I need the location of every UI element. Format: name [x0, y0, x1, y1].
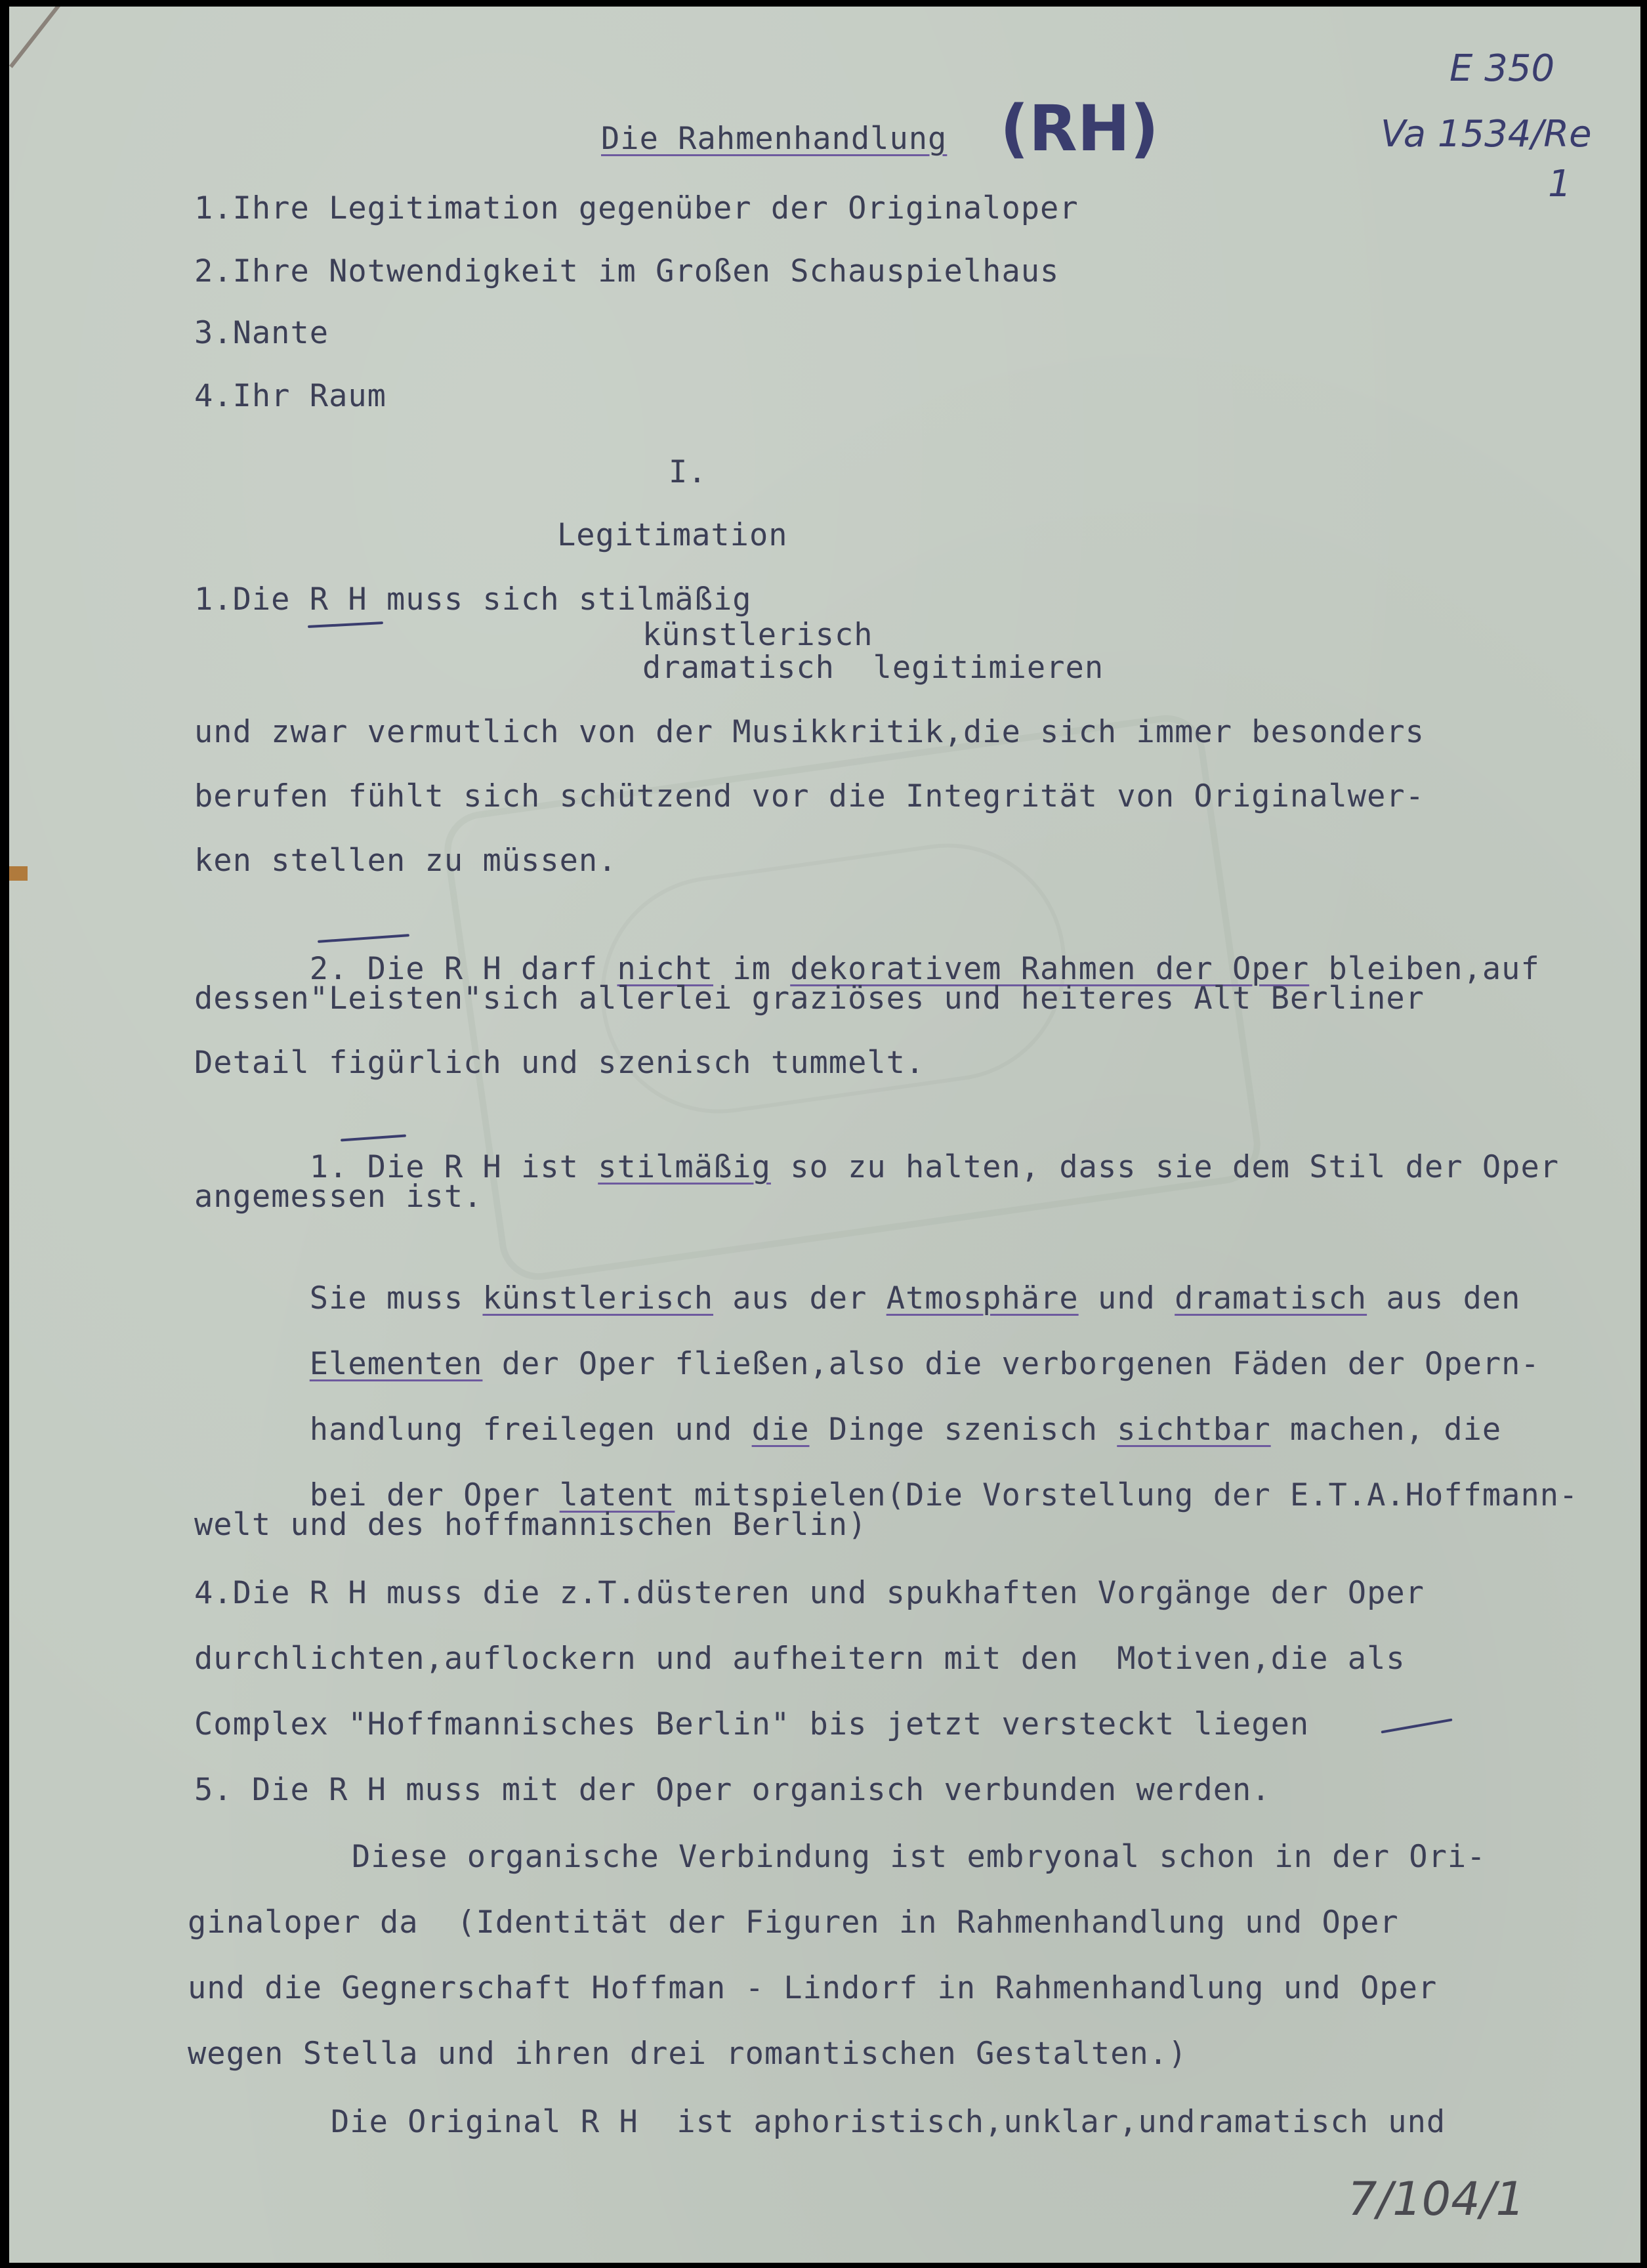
body-line: und zwar vermutlich von der Musikkritik,die sich immer besonders	[194, 714, 1425, 750]
underlined-text: nicht	[617, 951, 714, 987]
body-line: dramatisch legitimieren	[642, 650, 1104, 686]
body-line: durchlichten,auflockern und aufheitern mit den Motiven,die als	[194, 1641, 1406, 1677]
archive-ref-line3: 1	[1548, 163, 1572, 205]
toc-item-4: 4.Ihr Raum	[194, 378, 386, 414]
body-line: angemessen ist.	[194, 1179, 483, 1215]
text-span: Sie muss	[309, 1280, 483, 1316]
body-line: berufen fühlt sich schützend vor die Integrität von Originalwer-	[194, 778, 1425, 814]
heading-title: Die Rahmenhandlung	[601, 121, 948, 157]
underlined-text: dramatisch	[1175, 1280, 1367, 1316]
text-span: mitspielen(Die Vorstellung der E.T.A.Hoffmann-	[675, 1477, 1579, 1513]
heading-annotation: (RH)	[1000, 92, 1159, 165]
body-line: welt und des hoffmannischen Berlin)	[194, 1507, 867, 1543]
text-span: 2. Die R H darf	[309, 951, 617, 987]
underlined-text: künstlerisch	[482, 1280, 714, 1316]
toc-item-2: 2.Ihre Notwendigkeit im Großen Schauspielhaus	[194, 253, 1060, 289]
underlined-text: dekorativem Rahmen der Oper	[790, 951, 1310, 987]
body-line: dessen"Leisten"sich allerlei graziöses und heiteres Alt Berliner	[194, 980, 1425, 1017]
text-span: im	[713, 951, 791, 987]
body-line: Diese organische Verbindung ist embryonal schon in der Ori-	[352, 1839, 1486, 1875]
body-line: 1.Die R H muss sich stilmäßig	[194, 581, 752, 618]
underlined-text: die	[751, 1412, 810, 1448]
archive-ref-line1: E 350	[1449, 47, 1555, 90]
left-edge-tab	[9, 866, 28, 881]
text-span: so zu halten, dass sie dem Stil der Oper	[770, 1149, 1560, 1185]
text-span: der Oper fließen,also die verborgenen Fäden der Opern-	[482, 1346, 1540, 1382]
text-span: und	[1078, 1280, 1175, 1316]
text-span: Dinge szenisch	[809, 1412, 1117, 1448]
body-line: wegen Stella und ihren drei romantischen Gestalten.)	[188, 2036, 1188, 2072]
corner-pencil-mark	[9, 7, 69, 68]
folio-number: 7/104/1	[1348, 2172, 1525, 2226]
body-line: künstlerisch	[642, 617, 873, 653]
body-line: 4.Die R H muss die z.T.düsteren und spukhaften Vorgänge der Oper	[194, 1575, 1425, 1611]
toc-item-3: 3.Nante	[194, 315, 329, 351]
underlined-text: Atmosphäre	[886, 1280, 1079, 1316]
handwritten-underline	[308, 621, 383, 628]
toc-item-1: 1.Ihre Legitimation gegenüber der Originaloper	[194, 190, 1079, 226]
body-line: ken stellen zu müssen.	[194, 843, 617, 879]
body-line: Detail figürlich und szenisch tummelt.	[194, 1045, 925, 1081]
section-numeral: I.	[669, 454, 707, 490]
handwritten-stroke	[1381, 1718, 1452, 1733]
underlined-text: Elementen	[309, 1346, 483, 1382]
text-span: machen, die	[1270, 1412, 1502, 1448]
body-line: ginaloper da (Identität der Figuren in Rahmenhandlung und Oper	[188, 1904, 1399, 1941]
text-span: aus der	[713, 1280, 886, 1316]
text-span: bleiben,auf	[1309, 951, 1540, 987]
document-sheet	[9, 7, 1640, 2263]
text-span: bei der Oper	[309, 1477, 560, 1513]
body-line: 5. Die R H muss mit der Oper organisch verbunden werden.	[194, 1772, 1271, 1808]
text-span: 1. Die R H ist	[309, 1149, 598, 1185]
body-line: Complex "Hoffmannisches Berlin" bis jetzt versteckt liegen	[194, 1706, 1310, 1742]
body-line: Die Original R H ist aphoristisch,unklar,undramatisch und	[331, 2104, 1446, 2140]
underlined-text: sichtbar	[1117, 1412, 1271, 1448]
underlined-text: stilmäßig	[598, 1149, 771, 1185]
section-title: Legitimation	[557, 517, 788, 553]
text-span: handlung freilegen und	[309, 1412, 752, 1448]
archive-ref-line2: Va 1534/Re	[1381, 113, 1592, 156]
text-span: aus den	[1367, 1280, 1521, 1316]
underlined-text: latent	[559, 1477, 675, 1513]
body-line: und die Gegnerschaft Hoffman - Lindorf in Rahmenhandlung und Oper	[188, 1970, 1438, 2006]
